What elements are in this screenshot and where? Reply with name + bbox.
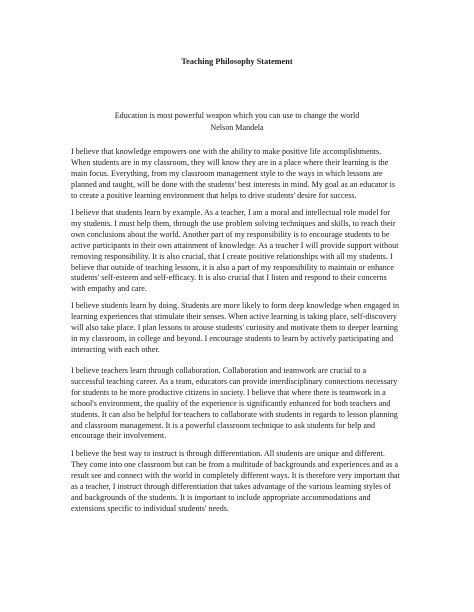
paragraph-line: removing responsibility. It is also crucial, that I create positive relationships with all my students. I xyxy=(71,251,393,261)
paragraph-line: and classroom management. It is a powerful classroom technique to ask students for help and xyxy=(71,420,376,430)
paragraph-line: They come into one classroom but can be from a multitude of backgrounds and experiences and as a xyxy=(71,459,399,469)
paragraph-line: I believe the best way to instruct is through differentiation. All students are unique and different. xyxy=(71,449,385,458)
paragraph-line: believe that outside of teaching lessons, it is also a part of my responsibility to maintain or enhance xyxy=(71,262,395,272)
document-title: Teaching Philosophy Statement xyxy=(181,57,293,66)
paragraph-line: students' self-esteem and self-efficacy. It is also crucial that I listen and respond to their concerns xyxy=(71,273,387,283)
paragraph-line: learning experiences that stimulate their senses. When active learning is taking place, self-discovery xyxy=(71,311,397,321)
paragraph-line: with empathy and care. xyxy=(71,284,147,294)
paragraph-line: result see and connect with the world in completely different ways. It is therefore very important that xyxy=(71,470,400,480)
quote-author: Nelson Mandela xyxy=(210,123,264,132)
paragraph-line: When students are in my classroom, they will know they are in a place where their learning is the xyxy=(71,157,389,167)
paragraph-doing xyxy=(71,301,411,356)
paragraph-line: to create a positive learning environment that helps to drive students' desire for success. xyxy=(71,190,357,200)
paragraph-line: I believe students learn by doing. Students are more likely to form deep knowledge when engaged in xyxy=(71,301,400,310)
paragraph-line: will also take place. I plan lessons to arouse students' curiosity and motivate them to deeper learning xyxy=(71,322,398,332)
paragraph-line: I believe teachers learn through collaboration. Collaboration and teamwork are crucial to a xyxy=(71,366,367,375)
paragraph-line: students. It can also be helpful for teachers to collaborate with students in regards to lesson planning xyxy=(71,409,398,419)
paragraph-differentiation xyxy=(71,449,411,514)
paragraph-line: I believe that knowledge empowers one with the ability to make positive life accomplishments. xyxy=(71,147,382,156)
paragraph-line: extensions specific to individual students' needs. xyxy=(71,503,230,513)
paragraph-knowledge xyxy=(71,147,411,202)
paragraph-example xyxy=(71,208,411,295)
paragraph-line: and backgrounds of the students. It is important to include appropriate accommodations and xyxy=(71,492,371,502)
paragraph-line: active participants in their own attainment of knowledge. As a teacher I will provide support without xyxy=(71,240,399,250)
paragraph-line: in my classroom, in college and beyond. I encourage students to learn by actively participating and xyxy=(71,333,394,343)
paragraph-line: I believe that students learn by example. As a teacher, I am a moral and intellectual role model for xyxy=(71,208,391,217)
paragraph-line: planned and taught, will be done with the students' best interests in mind. My goal as an educator is xyxy=(71,179,396,189)
paragraph-line: my students. I must help them, through the use problem solving techniques and skills, to reach their xyxy=(71,218,396,228)
paragraph-line: as a teacher, I instruct through differentiation that takes advantage of the various learning styles of xyxy=(71,481,391,491)
quote-text: Education is most powerful weapon which you can use to change the world xyxy=(114,111,360,120)
paragraph-line: own conclusions about the world. Another part of my responsibility is to encourage students to be xyxy=(71,229,390,239)
paragraph-line: for students to be more productive citizens in society. I believe that where there is teamwork in a xyxy=(71,387,386,397)
paragraph-line: interacting with each other. xyxy=(71,344,160,354)
paragraph-line: successful teaching career. As a team, educators can provide interdisciplinary connections necessary xyxy=(71,376,398,386)
paragraph-line: encourage their involvement. xyxy=(71,431,167,441)
paragraph-line: main focus. Everything, from my classroom management style to the ways in which lessons are xyxy=(71,168,383,178)
paragraph-line: school's environment, the quality of the experience is significantly enhanced for both teachers and xyxy=(71,398,391,408)
paragraph-collaboration xyxy=(71,366,411,442)
